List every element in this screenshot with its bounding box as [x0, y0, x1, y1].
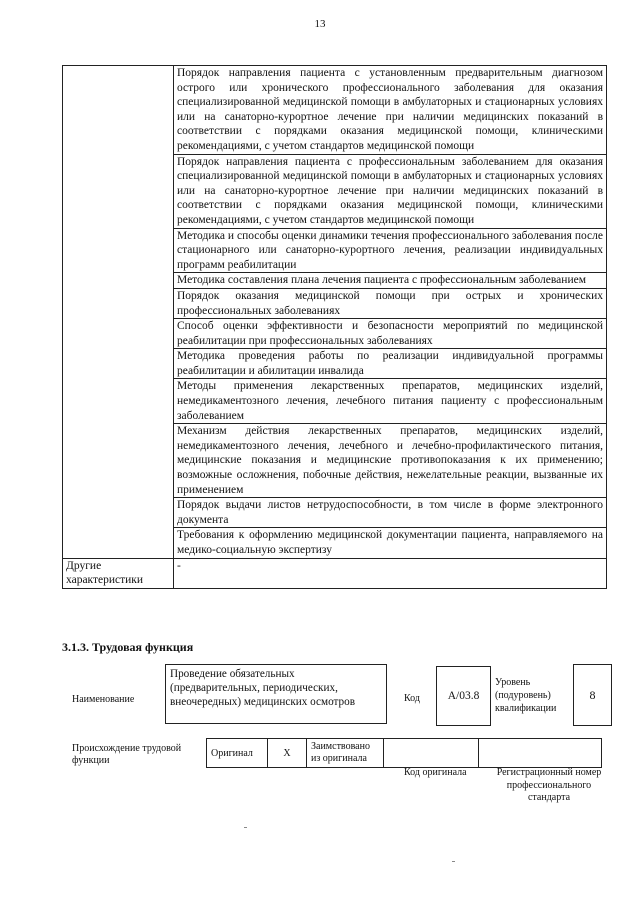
origin-borrowed-cell: Заимствовано из оригинала	[307, 739, 384, 768]
requirements-left-cell	[63, 66, 174, 559]
knowledge-item: Требования к оформлению медицинской документации пациента, направляемого на медико-социальную экспертизу	[174, 528, 607, 558]
knowledge-item: Методика и способы оценки динамики течения профессионального заболевания после стационарного или санаторно-курортного лечения, реализации индивидуальных программ реабилитации	[174, 228, 607, 273]
scan-dot	[244, 827, 247, 828]
code-label: Код	[404, 693, 420, 704]
knowledge-item: Механизм действия лекарственных препаратов, медицинских изделий, немедикаментозного лечения, лечебного и лечебно-профилактического питания, медицинские показания и медицинские противопоказания к их применению; возможные осложнения, побочные действия, нежелательные реакции, вызванные их применением	[174, 424, 607, 498]
knowledge-item: Методика составления плана лечения пациента с профессиональным заболеванием	[174, 273, 607, 289]
table-row	[63, 66, 607, 155]
knowledge-item: Методика проведения работы по реализации индивидуальной программы реабилитации и абилитации инвалида	[174, 349, 607, 379]
other-characteristics-value: -	[174, 558, 607, 588]
knowledge-item: Порядок направления пациента с установленным предварительным диагнозом острого или хронического профессионального заболевания для оказания специализированной медицинской помощи в амбулаторных и стационарных условиях или на санаторно-курортное лечение при наличии медицинских показаний в соответствии с порядками оказания медицинской помощи, клиническими рекомендациями, с учетом стандартов медицинской помощи	[174, 66, 607, 155]
origin-mark-cell: X	[268, 739, 307, 768]
other-characteristics-label: Другие характеристики	[63, 558, 174, 588]
knowledge-item: Порядок направления пациента с профессиональным заболеванием для оказания специализированной медицинской помощи в амбулаторных и стационарных условиях или на санаторно-курортное лечение при наличии медицинских показаний в соответствии с порядками оказания медицинской помощи, клиническими рекомендациями, с учетом стандартов медицинской помощи	[174, 154, 607, 228]
name-label: Наименование	[72, 694, 135, 705]
function-name-box: Проведение обязательных (предварительных, периодических, внеочередных) медицинских осмотров	[165, 664, 387, 724]
origin-reg-number-cell	[479, 739, 602, 768]
origin-code-caption: Код оригинала	[404, 767, 467, 778]
table-row	[63, 558, 607, 588]
knowledge-item: Методы применения лекарственных препаратов, медицинских изделий, немедикаментозного лечения, лечебного питания пациенту с профессиональным заболеванием	[174, 379, 607, 424]
level-label: Уровень (подуровень) квалификации	[495, 677, 557, 714]
knowledge-item: Порядок оказания медицинской помощи при острых и хронических профессиональных заболеваниях	[174, 288, 607, 318]
requirements-table	[62, 65, 607, 589]
level-value-box: 8	[573, 664, 612, 726]
origin-table	[206, 738, 602, 768]
knowledge-item: Порядок выдачи листов нетрудоспособности, в том числе в форме электронного документа	[174, 498, 607, 528]
origin-original-cell: Оригинал	[207, 739, 268, 768]
page-number: 13	[314, 18, 326, 30]
knowledge-item: Способ оценки эффективности и безопасности мероприятий по медицинской реабилитации при профессиональных заболеваниях	[174, 319, 607, 349]
origin-code-cell	[384, 739, 479, 768]
scan-dot	[452, 861, 455, 862]
table-row	[207, 739, 602, 768]
origin-label: Происхождение трудовой функции	[72, 743, 182, 766]
origin-reg-caption: Регистрационный номер профессионального стандарта	[496, 767, 602, 803]
code-value-box: A/03.8	[436, 666, 491, 726]
section-title: 3.1.3. Трудовая функция	[62, 640, 194, 654]
